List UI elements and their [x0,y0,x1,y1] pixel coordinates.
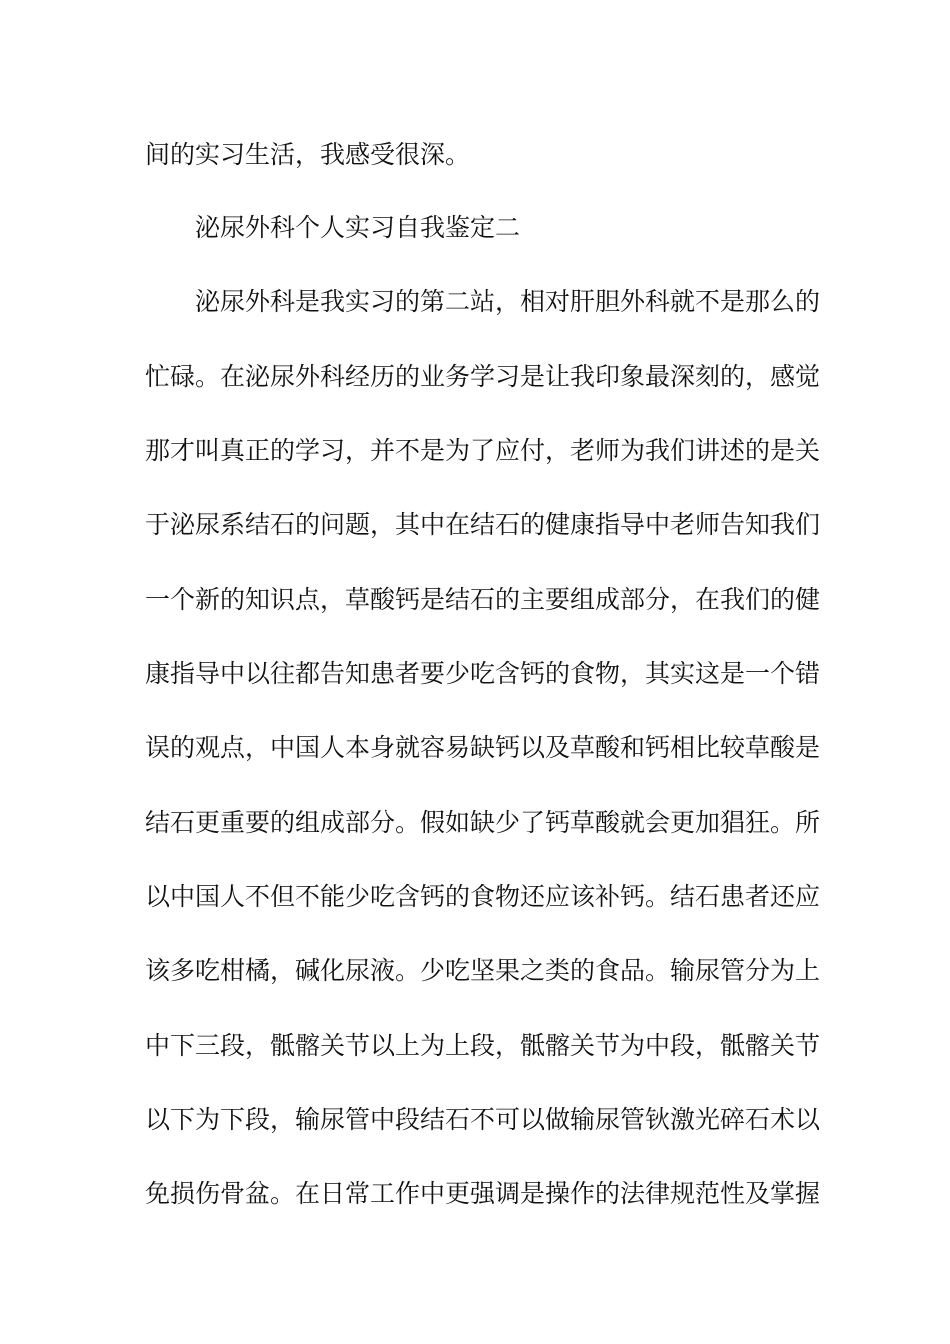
paragraph-line: 该多吃柑橘，碱化尿液。少吃坚果之类的食品。输尿管分为上 [145,956,821,985]
paragraph-line: 中下三段，骶髂关节以上为上段，骶髂关节为中段，骶髂关节 [145,1031,821,1060]
section-heading: 泌尿外科个人实习自我鉴定二 [195,213,521,242]
paragraph-line: 以中国人不但不能少吃含钙的食物还应该补钙。结石患者还应 [145,882,821,911]
paragraph-line: 泌尿外科是我实习的第二站，相对肝胆外科就不是那么的 [195,287,821,316]
paragraph-line: 结石更重要的组成部分。假如缺少了钙草酸就会更加猖狂。所 [145,808,821,837]
paragraph-line: 于泌尿系结石的问题，其中在结石的健康指导中老师告知我们 [145,510,821,539]
paragraph-line: 误的观点，中国人本身就容易缺钙以及草酸和钙相比较草酸是 [145,733,821,762]
paragraph-line: 以下为下段，输尿管中段结石不可以做输尿管钬激光碎石术以 [145,1105,821,1134]
continuation-line: 间的实习生活，我感受很深。 [145,140,471,169]
paragraph-line: 康指导中以往都告知患者要少吃含钙的食物，其实这是一个错 [145,659,821,688]
paragraph-line: 忙碌。在泌尿外科经历的业务学习是让我印象最深刻的，感觉 [145,362,821,391]
paragraph-line: 一个新的知识点，草酸钙是结石的主要组成部分，在我们的健 [145,585,821,614]
paragraph-line: 免损伤骨盆。在日常工作中更强调是操作的法律规范性及掌握 [145,1179,821,1208]
paragraph-line: 那才叫真正的学习，并不是为了应付，老师为我们讲述的是关 [145,436,821,465]
